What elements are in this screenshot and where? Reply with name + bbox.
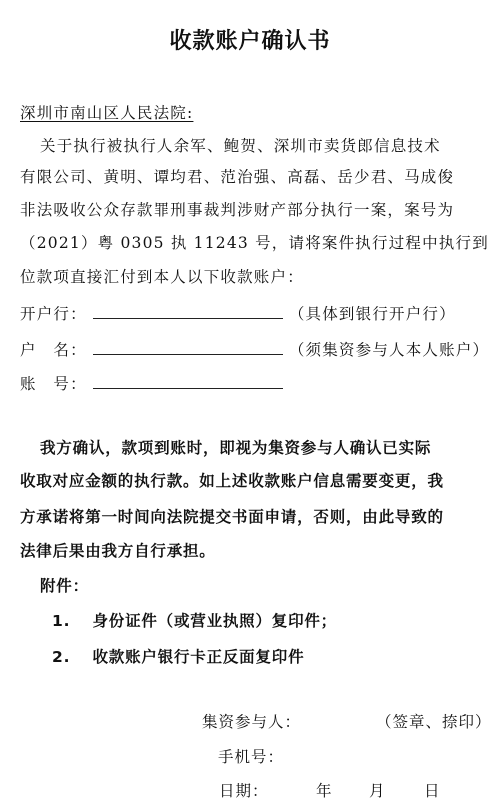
attachments-heading: 附件： bbox=[40, 577, 89, 595]
attachment-num: 1. bbox=[52, 612, 71, 630]
account-blank bbox=[93, 374, 283, 389]
attachment-num: 2. bbox=[52, 648, 71, 666]
attachment-item-2 bbox=[52, 645, 304, 667]
confirm-line-2: 收取对应金额的执行款。如上述收款账户信息需要变更，我 bbox=[20, 472, 444, 490]
account-label: 账 号： bbox=[20, 375, 87, 393]
name-label: 户 名： bbox=[20, 341, 87, 359]
phone-label: 手机号： bbox=[218, 748, 285, 766]
attachment-text: 身份证件（或营业执照）复印件； bbox=[92, 612, 337, 630]
body-line-1: 关于执行被执行人余军、鲍贺、深圳市卖货郎信息技术 bbox=[40, 137, 441, 155]
body-line-3: 非法吸收公众存款罪刑事裁判涉财产部分执行一案，案号为 bbox=[20, 201, 455, 219]
date-label: 日期： bbox=[219, 782, 269, 800]
signature-party-label: 集资参与人： bbox=[202, 713, 302, 731]
bank-blank bbox=[93, 304, 283, 319]
bank-label: 开户行： bbox=[20, 305, 87, 323]
attachment-item-1 bbox=[52, 609, 337, 631]
bank-note: （具体到银行开户行） bbox=[288, 305, 456, 323]
confirm-line-3: 方承诺将第一时间向法院提交书面申请，否则，由此导致的 bbox=[20, 508, 444, 526]
addressee: 深圳市南山区人民法院: bbox=[20, 104, 194, 122]
body-line-4: （2021）粤 0305 执 11243 号，请将案件执行过程中执行到 bbox=[20, 234, 489, 252]
attachment-text: 收款账户银行卡正反面复印件 bbox=[92, 648, 305, 666]
account-field-row bbox=[20, 372, 289, 394]
body-line-2: 有限公司、黄明、谭均君、范治强、高磊、岳少君、马成俊 bbox=[20, 168, 455, 186]
name-field-row bbox=[20, 338, 489, 360]
document-title: 收款账户确认书 bbox=[169, 29, 331, 54]
date-year: 年 bbox=[316, 782, 333, 800]
signature-party-note: （签章、捺印） bbox=[376, 713, 492, 731]
confirm-line-1: 我方确认，款项到账时，即视为集资参与人确认已实际 bbox=[40, 439, 432, 457]
confirm-line-4: 法律后果由我方自行承担。 bbox=[20, 542, 216, 560]
name-blank bbox=[93, 340, 283, 355]
name-note: （须集资参与人本人账户） bbox=[288, 341, 490, 359]
date-month: 月 bbox=[369, 782, 386, 800]
bank-field-row bbox=[20, 302, 456, 324]
body-line-5: 位款项直接汇付到本人以下收款账户： bbox=[20, 268, 304, 286]
date-day: 日 bbox=[424, 782, 441, 800]
